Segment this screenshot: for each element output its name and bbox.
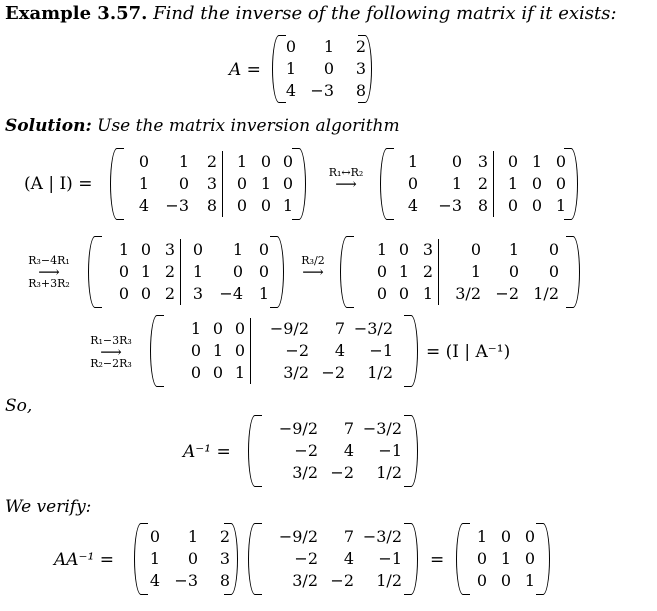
matrix-cell: 0 (232, 262, 243, 281)
right-paren (270, 236, 284, 308)
matrix-cell: 1 (376, 240, 387, 259)
matrix-row (363, 239, 559, 261)
matrix-cell: −2 (294, 549, 318, 568)
op-r2-minus-2r3: R₂−2R₃ (90, 357, 132, 370)
matrix-row (177, 318, 393, 340)
matrix-cell: 0 (212, 363, 223, 382)
op-r3-row-ops (18, 254, 80, 290)
arrow-icon: ⟶ (38, 263, 60, 281)
matrix-cell: 0 (500, 571, 511, 590)
verify-lhs-text: AA⁻¹ = (54, 550, 114, 570)
matrix-a-lhs: A = (229, 60, 261, 80)
matrix-cell: 1 (223, 151, 248, 173)
matrix-m3 (88, 236, 284, 308)
matrix-row (260, 440, 402, 462)
matrix-cell: 1 (476, 527, 487, 546)
matrix-cell: −2 (495, 284, 519, 303)
matrix-cell: 0 (223, 195, 248, 217)
matrix-cell: 0 (118, 284, 129, 303)
matrix-cell: 0 (555, 152, 566, 171)
matrix-cell: 4 (138, 196, 149, 215)
matrix-cell: 7 (343, 419, 354, 438)
matrix-cell: 1/2 (533, 284, 559, 303)
matrix-cell: 7 (343, 527, 354, 546)
matrix-row (394, 195, 566, 217)
matrix-cell: 0 (531, 174, 542, 193)
matrix-grid (260, 418, 402, 484)
matrix-cell: 1 (258, 284, 269, 303)
matrix-cell: 1 (118, 240, 129, 259)
matrix-cell: 0 (407, 174, 418, 193)
matrix-cell: −1 (378, 441, 402, 460)
matrix-cell: 0 (178, 174, 189, 193)
so-label: So, (5, 396, 33, 416)
matrix-cell: 0 (187, 549, 198, 568)
matrix-cell: 1 (422, 284, 433, 303)
matrix-cell: 0 (258, 240, 269, 259)
matrix-row (260, 526, 402, 548)
matrix-cell: 0 (234, 319, 245, 338)
matrix-row (260, 462, 402, 484)
matrix-cell: 0 (524, 527, 535, 546)
matrix-cell: 0 (500, 527, 511, 546)
matrix-cell: 0 (508, 262, 519, 281)
matrix-cell: 3 (422, 240, 433, 259)
left-paren (340, 236, 354, 308)
matrix-cell: 1 (232, 240, 243, 259)
matrix-cell: 0 (140, 284, 151, 303)
matrix-row (138, 548, 230, 570)
matrix-cell: 1 (451, 174, 462, 193)
result-rhs-text: = (I | A⁻¹) (426, 342, 511, 362)
matrix-cell: 2 (206, 152, 217, 171)
matrix-cell: 1 (140, 262, 151, 281)
matrix-cell: 0 (212, 319, 223, 338)
matrix-grid (260, 526, 402, 592)
matrix-cell: 0 (138, 152, 149, 171)
inverse-lhs-text: A⁻¹ = (183, 442, 231, 462)
right-paren (564, 148, 578, 220)
matrix-cell: 4 (285, 81, 296, 100)
matrix-cell: 8 (219, 571, 230, 590)
matrix-row (274, 80, 366, 102)
matrix-cell: 0 (258, 262, 269, 281)
matrix-cell: 4 (343, 549, 354, 568)
matrix-row (138, 526, 230, 548)
matrix-cell: 1/2 (376, 571, 402, 590)
matrix-row (363, 283, 559, 305)
matrix-cell: 3/2 (251, 362, 310, 384)
example-statement: Find the inverse of the following matrix if it exists: (153, 3, 617, 24)
inverse-lhs (183, 442, 231, 462)
matrix-cell: 3/2 (292, 463, 318, 482)
matrix-cell: 0 (140, 240, 151, 259)
matrix-cell: 1/2 (376, 463, 402, 482)
left-paren (150, 315, 164, 387)
augmented-lhs: (A | I) = (24, 174, 93, 194)
matrix-cell: −3/2 (362, 419, 402, 438)
example-label: Example 3.57. (5, 3, 148, 24)
matrix-cell: 0 (548, 262, 559, 281)
matrix-cell: 2 (164, 284, 175, 303)
op-r3-div-2 (292, 254, 334, 281)
matrix-cell: 1 (398, 262, 409, 281)
matrix-cell: −1 (369, 341, 393, 360)
matrix-cell: 0 (223, 173, 248, 195)
matrix-cell: 0 (476, 571, 487, 590)
right-paren (404, 415, 418, 487)
matrix-cell: −3 (165, 196, 189, 215)
matrix-cell: 1 (282, 196, 293, 215)
arrow-icon: ⟶ (100, 343, 122, 361)
arrow-icon: ⟶ (335, 175, 357, 193)
matrix-cell: 0 (282, 174, 293, 193)
matrix-a-verify (134, 523, 238, 595)
matrix-cell: 1 (524, 571, 535, 590)
matrix-cell: 1 (407, 152, 418, 171)
matrix-row (125, 151, 293, 173)
matrix-cell: 0 (285, 37, 296, 56)
matrix-cell: 1 (181, 261, 204, 283)
matrix-cell: 4 (407, 196, 418, 215)
matrix-cell: 3/2 (439, 283, 482, 305)
matrix-cell: 3 (219, 549, 230, 568)
matrix-cell: 1 (149, 549, 160, 568)
matrix-cell: 7 (334, 319, 345, 338)
matrix-row (274, 36, 366, 58)
arrow-icon: ⟶ (302, 263, 324, 281)
matrix-row (260, 570, 402, 592)
matrix-row (363, 261, 559, 283)
left-paren (88, 236, 102, 308)
matrix-cell: −3/2 (353, 319, 393, 338)
matrix-m5 (150, 315, 418, 387)
matrix-cell: 3 (477, 152, 488, 171)
solution-heading (5, 116, 400, 136)
matrix-cell: 1 (508, 240, 519, 259)
matrix-row (260, 548, 402, 570)
matrix-cell: 1 (234, 363, 245, 382)
matrix-cell: 0 (376, 284, 387, 303)
matrix-cell: 8 (355, 81, 366, 100)
matrix-cell: −2 (330, 571, 354, 590)
matrix-cell: 0 (439, 239, 482, 261)
matrix-m4 (340, 236, 580, 308)
example-heading (5, 3, 617, 24)
matrix-cell: 0 (524, 549, 535, 568)
matrix-cell: 0 (149, 527, 160, 546)
matrix-cell: −2 (321, 363, 345, 382)
matrix-cell: 0 (282, 152, 293, 171)
matrix-inverse-verify (248, 523, 418, 595)
matrix-cell: 0 (398, 284, 409, 303)
matrix-cell: 3/2 (292, 571, 318, 590)
matrix-cell: 0 (234, 341, 245, 360)
matrix-grid (274, 36, 366, 102)
right-paren (536, 523, 550, 595)
matrix-cell: 3 (206, 174, 217, 193)
matrix-row (105, 239, 269, 261)
matrix-row (105, 261, 269, 283)
matrix-cell: 2 (164, 262, 175, 281)
matrix-cell: 0 (548, 240, 559, 259)
matrix-grid (363, 239, 559, 305)
matrix-cell: −3 (438, 196, 462, 215)
matrix-cell: −2 (294, 441, 318, 460)
matrix-cell: 1 (138, 174, 149, 193)
verify-lhs (54, 550, 114, 570)
matrix-row (467, 526, 535, 548)
matrix-cell: 0 (323, 59, 334, 78)
right-paren (404, 523, 418, 595)
matrix-cell: 1 (178, 152, 189, 171)
op-r3-div-2-label: R₃/2 (301, 254, 325, 267)
matrix-cell: 8 (477, 196, 488, 215)
matrix-cell: 3 (164, 240, 175, 259)
matrix-cell: 3 (355, 59, 366, 78)
matrix-cell: 0 (451, 152, 462, 171)
matrix-cell: 0 (531, 196, 542, 215)
matrix-cell: −3 (310, 81, 334, 100)
matrix-cell: 1 (494, 173, 519, 195)
matrix-cell: −2 (330, 463, 354, 482)
matrix-row (177, 340, 393, 362)
matrix-cell: 1 (439, 261, 482, 283)
matrix-cell: 1 (190, 319, 201, 338)
matrix-cell: 0 (398, 240, 409, 259)
matrix-row (394, 173, 566, 195)
matrix-cell: −4 (219, 284, 243, 303)
matrix-cell: 0 (494, 195, 519, 217)
matrix-cell: 1 (500, 549, 511, 568)
verify-equals: = (430, 550, 445, 570)
matrix-cell: 1 (323, 37, 334, 56)
right-paren (566, 236, 580, 308)
matrix-cell: 1 (555, 196, 566, 215)
matrix-cell: 1 (212, 341, 223, 360)
matrix-row (467, 570, 535, 592)
matrix-cell: 4 (343, 441, 354, 460)
matrix-a (272, 35, 372, 103)
matrix-cell: 1 (285, 59, 296, 78)
matrix-row (125, 195, 293, 217)
matrix-cell: −9/2 (251, 318, 310, 340)
right-paren (292, 148, 306, 220)
matrix-m1 (110, 148, 306, 220)
matrix-cell: 2 (422, 262, 433, 281)
result-rhs (426, 342, 510, 362)
matrix-cell: −2 (251, 340, 310, 362)
op-r3-minus-4r1: R₃−4R₁ (28, 254, 70, 267)
matrix-cell: 1 (187, 527, 198, 546)
matrix-cell: 0 (376, 262, 387, 281)
matrix-grid (105, 239, 269, 305)
op-swap-r1-r2 (318, 166, 374, 193)
matrix-cell: 0 (190, 341, 201, 360)
matrix-row (274, 58, 366, 80)
matrix-inverse (248, 415, 418, 487)
matrix-cell: 4 (149, 571, 160, 590)
matrix-cell: 0 (494, 151, 519, 173)
matrix-grid (177, 318, 393, 384)
matrix-cell: 0 (260, 196, 271, 215)
matrix-m2 (380, 148, 578, 220)
matrix-cell: 1/2 (367, 363, 393, 382)
matrix-cell: 0 (190, 363, 201, 382)
matrix-cell: 0 (181, 239, 204, 261)
matrix-row (260, 418, 402, 440)
matrix-row (467, 548, 535, 570)
right-paren (404, 315, 418, 387)
matrix-row (177, 362, 393, 384)
matrix-cell: 2 (355, 37, 366, 56)
matrix-grid (394, 151, 566, 217)
matrix-cell: −1 (378, 549, 402, 568)
matrix-cell: 1 (260, 174, 271, 193)
matrix-cell: −3/2 (362, 527, 402, 546)
matrix-cell: 1 (531, 152, 542, 171)
matrix-cell: 0 (476, 549, 487, 568)
matrix-cell: 2 (219, 527, 230, 546)
solution-label: Solution: (5, 116, 92, 136)
matrix-row (394, 151, 566, 173)
op-r1-minus-3r3: R₁−3R₃ (90, 334, 132, 347)
op-back-substitution (80, 334, 142, 370)
matrix-row (105, 283, 269, 305)
op-swap-label: R₁↔R₂ (328, 166, 364, 179)
matrix-cell: −9/2 (278, 527, 318, 546)
matrix-grid (467, 526, 535, 592)
matrix-cell: 2 (477, 174, 488, 193)
verify-label: We verify: (5, 497, 92, 517)
matrix-identity (456, 523, 550, 595)
matrix-cell: 8 (206, 196, 217, 215)
matrix-cell: 4 (334, 341, 345, 360)
matrix-cell: −3 (174, 571, 198, 590)
solution-text: Use the matrix inversion algorithm (97, 116, 400, 136)
matrix-grid (138, 526, 230, 592)
matrix-row (138, 570, 230, 592)
op-r3-plus-3r2: R₃+3R₂ (28, 277, 70, 290)
left-paren (110, 148, 124, 220)
matrix-cell: 0 (555, 174, 566, 193)
matrix-cell: −9/2 (278, 419, 318, 438)
matrix-cell: 3 (181, 283, 204, 305)
left-paren (380, 148, 394, 220)
matrix-cell: 0 (260, 152, 271, 171)
matrix-row (125, 173, 293, 195)
matrix-cell: 0 (118, 262, 129, 281)
matrix-grid (125, 151, 293, 217)
